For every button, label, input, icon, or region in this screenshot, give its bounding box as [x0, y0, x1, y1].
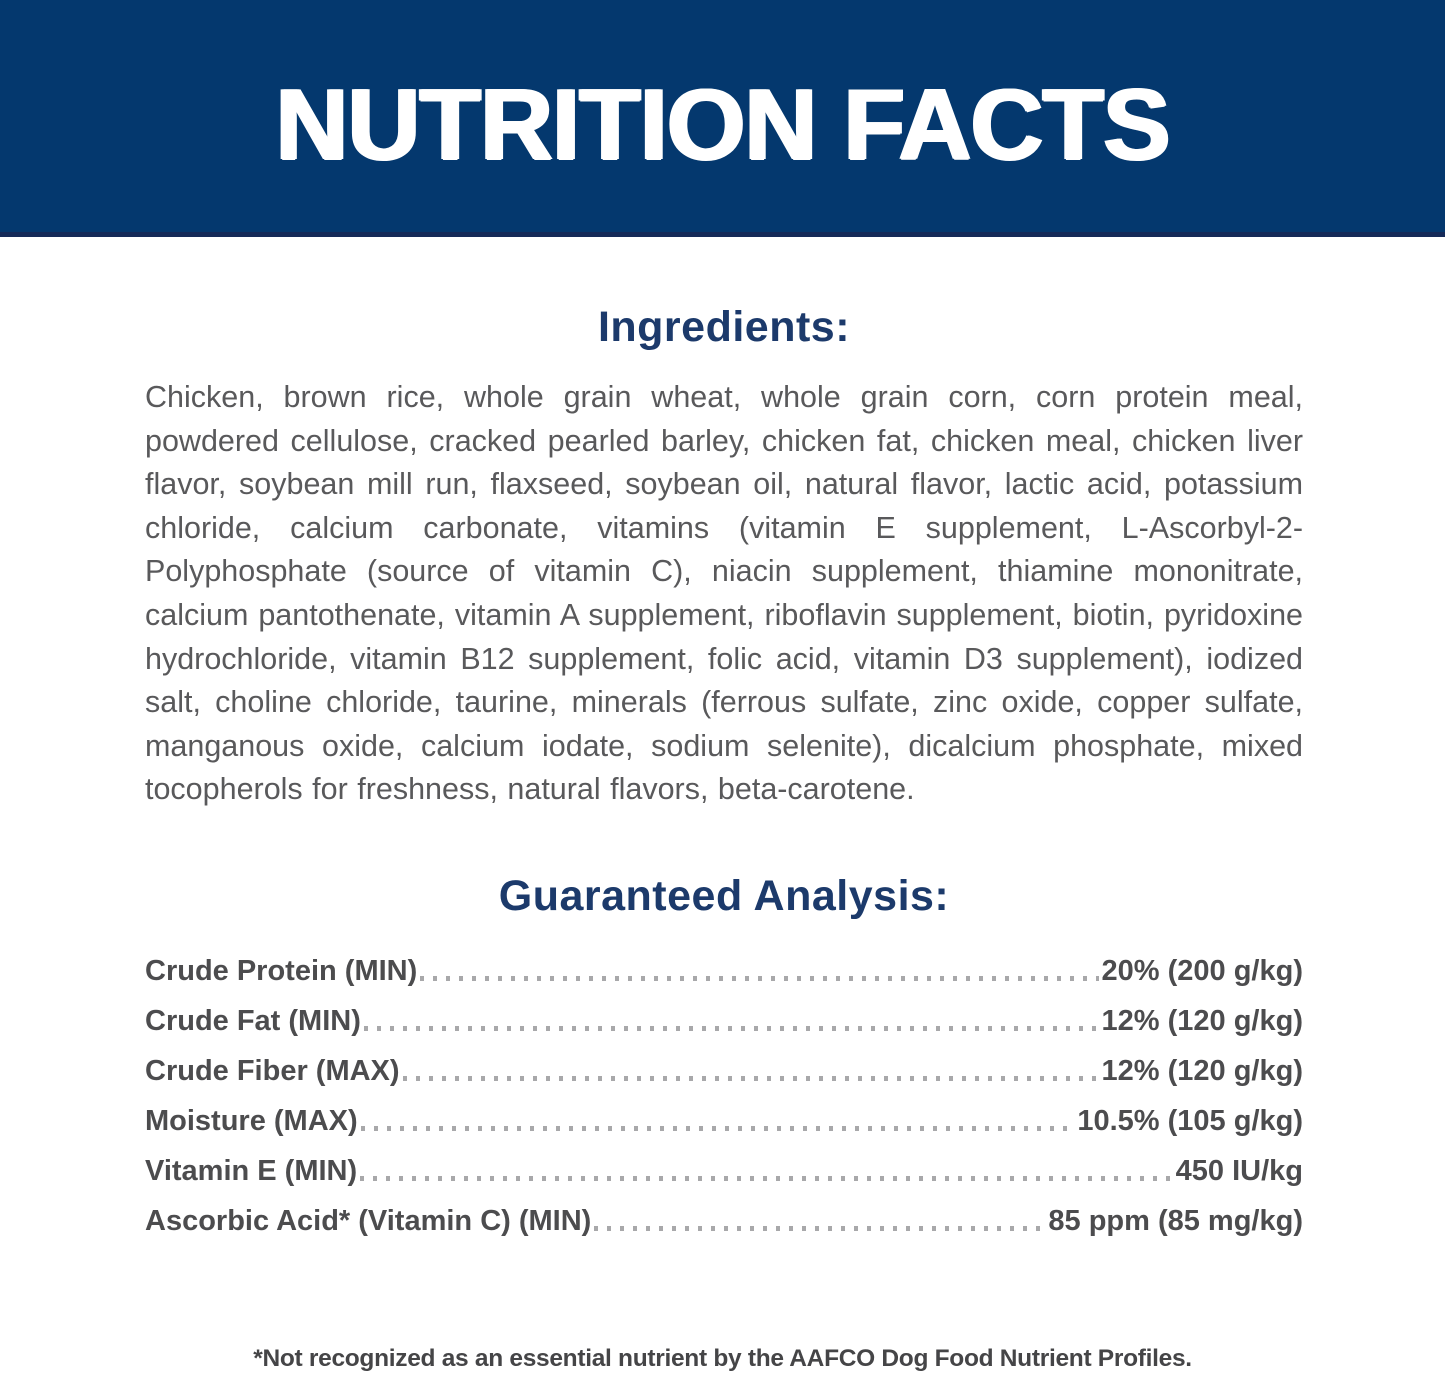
- analysis-row-crude-fiber: [145, 1055, 1303, 1088]
- dot-leader: [360, 1176, 1173, 1181]
- dot-leader: [403, 1076, 1099, 1081]
- analysis-row-value: 85 ppm (85 mg/kg): [1048, 1204, 1303, 1237]
- analysis-row-moisture: [145, 1105, 1303, 1138]
- dot-leader: [420, 976, 1098, 981]
- analysis-row-ascorbic-acid: [145, 1205, 1303, 1238]
- analysis-row-label: Crude Protein (MIN): [145, 954, 418, 987]
- analysis-row-value: 12% (120 g/kg): [1101, 1004, 1303, 1037]
- analysis-row-value: 20% (200 g/kg): [1101, 954, 1303, 987]
- dot-leader: [364, 1026, 1099, 1031]
- guaranteed-analysis-heading: Guaranteed Analysis:: [498, 871, 950, 920]
- ingredients-heading: Ingredients:: [597, 303, 851, 351]
- analysis-row-value: 12% (120 g/kg): [1101, 1054, 1303, 1087]
- ingredients-paragraph: Chicken, brown rice, whole grain wheat, whole grain corn, corn protein meal, powdered cellulose, cracked pearled barley, chicken fat, chicken meal, chicken liver flavor, soybean mill run, flaxseed, soybean oil, natural flavor, lactic acid, potassium chloride, calcium carbonate, vitamins (vitamin E supplement, L-Ascorbyl-2-Polyphosphate (source of vitamin C), niacin supplement, thiamine mononitrate, calcium pantothenate, vitamin A supplement, riboflavin supplement, biotin, pyridoxine hydrochloride, vitamin B12 supplement, folic acid, vitamin D3 supplement), iodized salt, choline chloride, taurine, minerals (ferrous sulfate, zinc oxide, copper sulfate, manganous oxide, calcium iodate, sodium selenite), dicalcium phosphate, mixed tocopherols for freshness, natural flavors, beta-carotene.: [145, 380, 1303, 807]
- analysis-row-value: 10.5% (105 g/kg): [1077, 1104, 1303, 1137]
- aafco-footnote: *Not recognized as an essential nutrient by the AAFCO Dog Food Nutrient Profiles.: [253, 1345, 1192, 1372]
- analysis-row-value: 450 IU/kg: [1175, 1154, 1303, 1187]
- title-banner: [0, 0, 1445, 237]
- dot-leader: [594, 1226, 1045, 1231]
- analysis-row-label: Vitamin E (MIN): [145, 1154, 358, 1187]
- page-title: NUTRITION FACTS: [275, 68, 1170, 181]
- analysis-row-vitamin-e: [145, 1155, 1303, 1188]
- analysis-row-label: Moisture (MAX): [145, 1104, 358, 1137]
- label-content: [0, 303, 1445, 1238]
- analysis-row-crude-fat: [145, 1005, 1303, 1038]
- guaranteed-analysis-table: [145, 955, 1303, 1238]
- analysis-row-label: Crude Fat (MIN): [145, 1004, 361, 1037]
- analysis-row-label: Ascorbic Acid* (Vitamin C) (MIN): [145, 1204, 592, 1237]
- dot-leader: [361, 1126, 1075, 1131]
- analysis-row-label: Crude Fiber (MAX): [145, 1054, 400, 1087]
- analysis-row-crude-protein: [145, 955, 1303, 988]
